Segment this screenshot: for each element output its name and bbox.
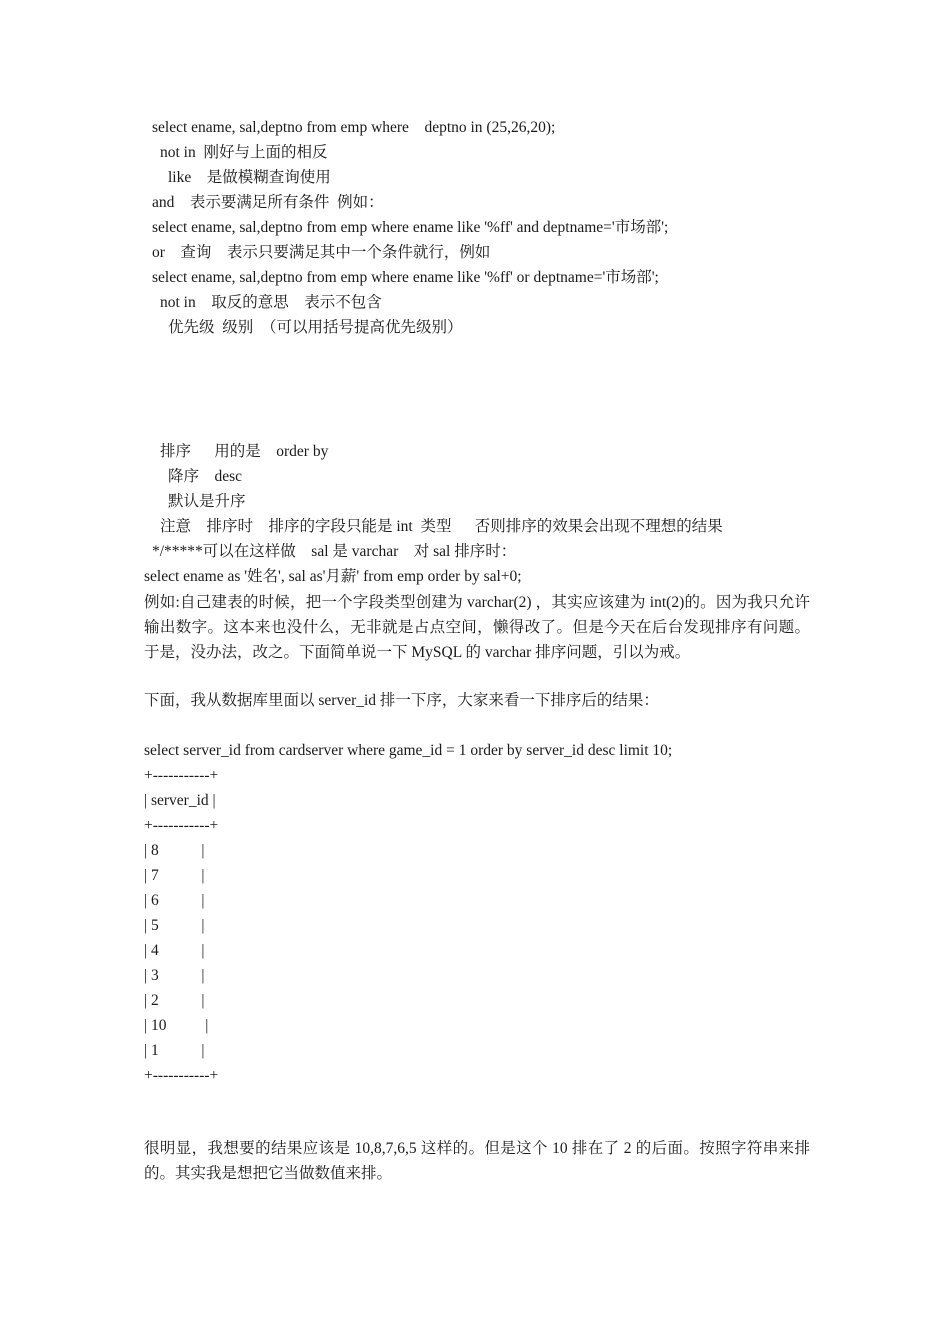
sql-sort-example: select ename as '姓名', sal as'月薪' from emp order by sal+0;: [144, 568, 522, 585]
varchar-sort-tip: */*****可以在这样做 sal 是 varchar 对 sal 排序时：: [152, 543, 517, 560]
not-in-note: not in 刚好与上面的相反: [160, 144, 328, 161]
sql-or-example: select ename, sal,deptno from emp where ename like '%ff' or deptname='市场部';: [152, 269, 659, 286]
table-header: | server_id |: [144, 792, 216, 809]
sql-in-example: select ename, sal,deptno from emp where deptno in (25,26,20);: [152, 119, 556, 136]
like-note: like 是做模糊查询使用: [168, 169, 331, 186]
varchar-explanation-paragraph: 例如:自己建表的时候，把一个字段类型创建为 varchar(2) ，其实应该建为 int(2)的。因为我只允许输出数字。这本来也没什么，无非就是占点空间，懒得改了。但是今天在后台发现排序有问题。于是，没办法，改之。下面简单说一下 MySQL 的 varchar 排序问题，引以为戒。: [144, 594, 810, 661]
not-in-meaning: not in 取反的意思 表示不包含: [160, 294, 382, 311]
and-note: and 表示要满足所有条件 例如：: [152, 194, 384, 211]
table-border-bottom: +-----------+: [144, 1067, 219, 1084]
sort-intro: 下面，我从数据库里面以 server_id 排一下序，大家来看一下排序后的结果：: [144, 692, 659, 709]
desc-note: 降序 desc: [168, 468, 243, 485]
table-row: | 10 |: [144, 1017, 209, 1034]
table-row: | 6 |: [144, 892, 205, 909]
sort-warning: 注意 排序时 排序的字段只能是 int 类型 否则排序的效果会出现不理想的结果: [160, 518, 723, 535]
table-row: | 1 |: [144, 1042, 205, 1059]
table-row: | 8 |: [144, 842, 205, 859]
table-row: | 3 |: [144, 967, 205, 984]
priority-note: 优先级 级别 （可以用括号提高优先级别）: [168, 319, 463, 336]
table-border-top: +-----------+: [144, 767, 219, 784]
or-note: or 查询 表示只要满足其中一个条件就行，例如: [152, 244, 491, 261]
table-border-mid: +-----------+: [144, 817, 219, 834]
asc-default-note: 默认是升序: [168, 493, 246, 510]
table-row: | 4 |: [144, 942, 205, 959]
conclusion-paragraph: 很明显，我想要的结果应该是 10,8,7,6,5 这样的。但是这个 10 排在了 2 的后面。按照字符串来排的。其实我是想把它当做数值来排。: [144, 1140, 810, 1182]
sql-and-example: select ename, sal,deptno from emp where ename like '%ff' and deptname='市场部';: [152, 219, 669, 236]
table-row: | 5 |: [144, 917, 205, 934]
table-row: | 7 |: [144, 867, 205, 884]
order-by-note: 排序 用的是 order by: [160, 443, 329, 460]
table-row: | 2 |: [144, 992, 205, 1009]
sql-server-id-query: select server_id from cardserver where game_id = 1 order by server_id desc limit 10;: [144, 742, 673, 759]
